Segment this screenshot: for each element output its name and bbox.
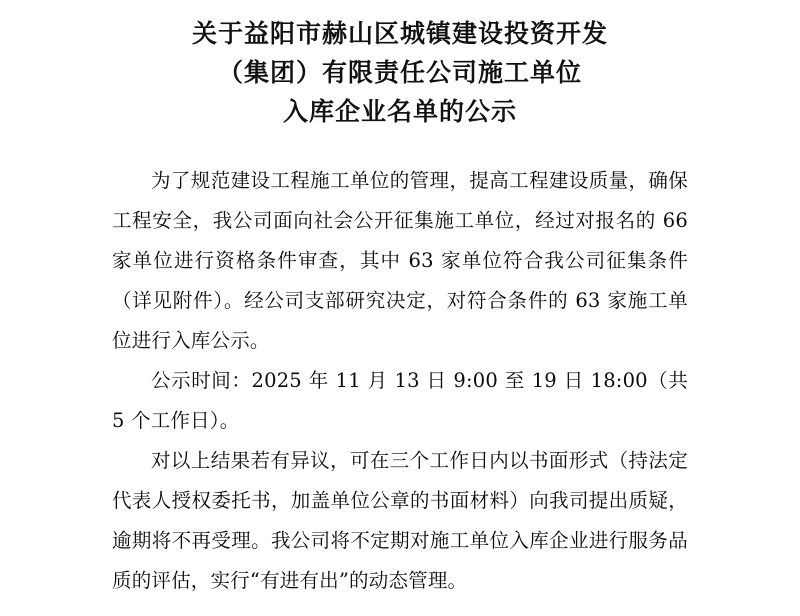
paragraph-1: 为了规范建设工程施工单位的管理，提高工程建设质量，确保工程安全，我公司面向社会公开征集施工单位，经过对报名的 66 家单位进行资格条件审查，其中 63 家单位符合我公司征集条件（详见附件）。经公司支部研究决定，对符合条件的 63 家施工单位进行入库公示。 [112, 169, 688, 352]
title-line-2: （集团）有限责任公司施工单位 [217, 58, 582, 87]
document-body [0, 131, 800, 601]
paragraph-3: 对以上结果若有异议，可在三个工作日内以书面形式（持法定代表人授权委托书，加盖单位公章的书面材料）向我司提出质疑，逾期将不再受理。我公司将不定期对施工单位入库企业进行服务品质的评估，实行“有进有出”的动态管理。 [112, 449, 688, 592]
page-title [0, 0, 800, 131]
paragraph-2: 公示时间：2025 年 11 月 13 日 9:00 至 19 日 18:00（共 5 个工作日）。 [112, 369, 688, 432]
title-line-3: 入库企业名单的公示 [282, 97, 517, 126]
title-line-1: 关于益阳市赫山区城镇建设投资开发 [191, 19, 608, 48]
